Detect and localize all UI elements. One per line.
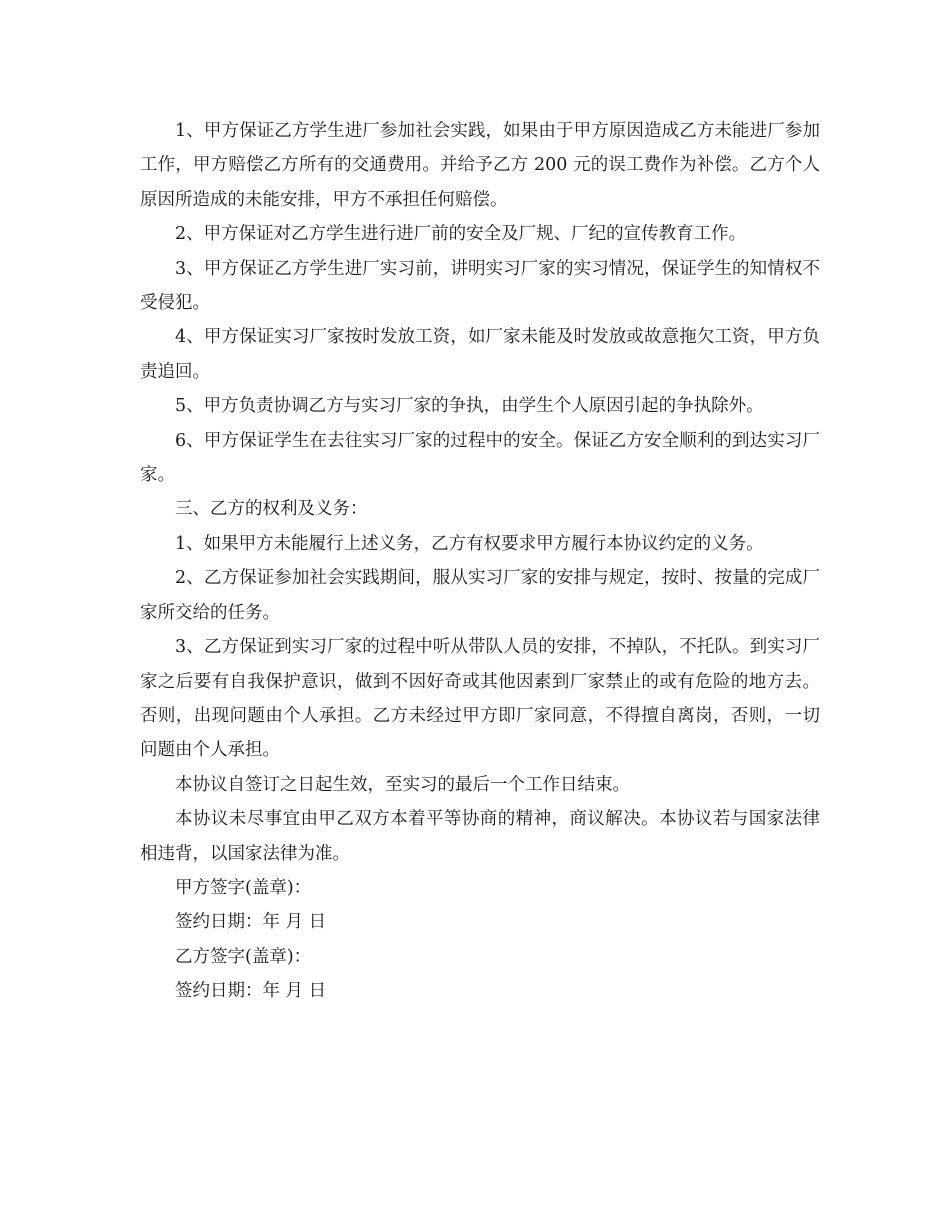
party-b-date-line: 签约日期：年 月 日 bbox=[175, 981, 327, 1002]
document-body bbox=[140, 114, 820, 1009]
clause-party-b-2: 2、乙方保证参加社会实践期间，服从实习厂家的安排与规定，按时、按量的完成厂家所交给的任务。 bbox=[140, 568, 820, 623]
clause-party-b-1: 1、如果甲方未能履行上述义务，乙方有权要求甲方履行本协议约定的义务。 bbox=[175, 533, 764, 554]
unresolved-matters-clause: 本协议未尽事宜由甲乙双方本着平等协商的精神，商议解决。本协议若与国家法律相违背，以国家法律为准。 bbox=[140, 809, 820, 864]
clause-party-a-4: 4、甲方保证实习厂家按时发放工资，如厂家未能及时发放或故意拖欠工资，甲方负责追回。 bbox=[140, 327, 820, 382]
clause-party-a-2: 2、甲方保证对乙方学生进行进厂前的安全及厂规、厂纪的宣传教育工作。 bbox=[175, 224, 747, 245]
effective-date-clause: 本协议自签订之日起生效，至实习的最后一个工作日结束。 bbox=[175, 774, 630, 795]
party-a-signature-line: 甲方签字(盖章)： bbox=[175, 877, 312, 898]
clause-party-a-5: 5、甲方负责协调乙方与实习厂家的争执，由学生个人原因引起的争执除外。 bbox=[175, 396, 764, 417]
section-heading-party-b: 三、乙方的权利及义务： bbox=[175, 499, 368, 520]
party-b-signature-line: 乙方签字(盖章)： bbox=[175, 946, 312, 967]
clause-party-b-3: 3、乙方保证到实习厂家的过程中听从带队人员的安排，不掉队，不托队。到实习厂家之后要有自我保护意识，做到不因好奇或其他因素到厂家禁止的或有危险的地方去。否则，出现问题由个人承担。乙方未经过甲方即厂家同意，不得擅自离岗，否则，一切问题由个人承担。 bbox=[140, 637, 820, 761]
clause-party-a-1: 1、甲方保证乙方学生进厂参加社会实践，如果由于甲方原因造成乙方未能进厂参加工作，甲方赔偿乙方所有的交通费用。并给予乙方 200 元的误工费作为补偿。乙方个人原因所造成的未能安排，甲方不承担任何赔偿。 bbox=[140, 121, 820, 210]
party-a-date-line: 签约日期：年 月 日 bbox=[175, 912, 327, 933]
clause-party-a-3: 3、甲方保证乙方学生进厂实习前，讲明实习厂家的实习情况，保证学生的知情权不受侵犯。 bbox=[140, 258, 820, 314]
clause-party-a-6: 6、甲方保证学生在去往实习厂家的过程中的安全。保证乙方安全顺利的到达实习厂家。 bbox=[140, 430, 820, 486]
